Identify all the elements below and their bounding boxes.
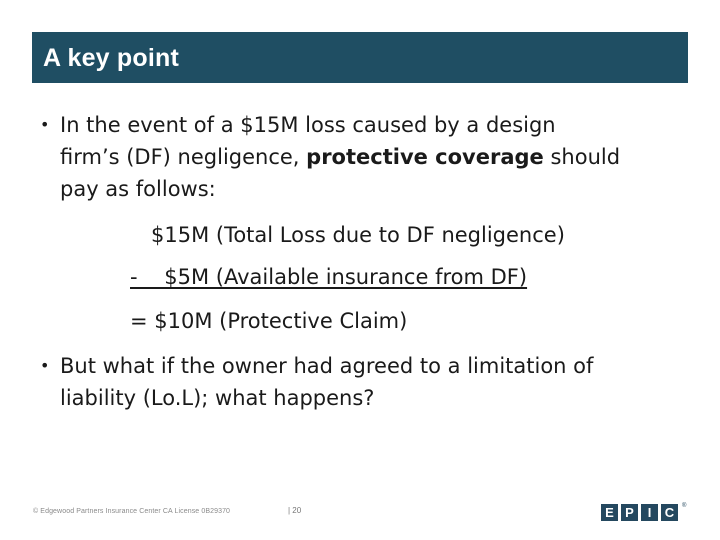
bullet-icon: • [40,356,50,375]
calc-protective-claim: = $10M (Protective Claim) [130,309,408,333]
calc-available-insurance: - $5M (Available insurance from DF) [130,265,528,289]
bullet-icon: • [40,115,50,134]
bullet-1-line-3: pay as follows: [60,177,216,201]
epic-logo [601,504,686,521]
bullet-1-line-2-suffix: should [543,145,621,169]
bullet-1-line-2 [60,141,620,173]
title-bar [32,32,688,83]
logo-letter-p: P [621,504,638,521]
logo-letter-e: E [601,504,618,521]
bullet-2-line-1: But what if the owner had agreed to a limitation of [60,354,594,378]
logo-letter-c: C [661,504,678,521]
bullet-1-line-2-prefix: firm’s (DF) negligence, [60,145,307,169]
bullet-2-line-2: liability (Lo.L); what happens? [60,386,375,410]
bullet-1-line-1: In the event of a $15M loss caused by a design [60,113,556,137]
page-number: | 20 [288,506,302,515]
registered-mark: ® [682,503,687,509]
footer-copyright: © Edgewood Partners Insurance Center CA License 0B29370 [33,508,231,515]
slide-title: A key point [43,44,180,72]
protective-coverage-emphasis: protective coverage [306,145,544,169]
calc-total-loss: $15M (Total Loss due to DF negligence) [151,223,565,247]
logo-letter-i: I [641,504,658,521]
